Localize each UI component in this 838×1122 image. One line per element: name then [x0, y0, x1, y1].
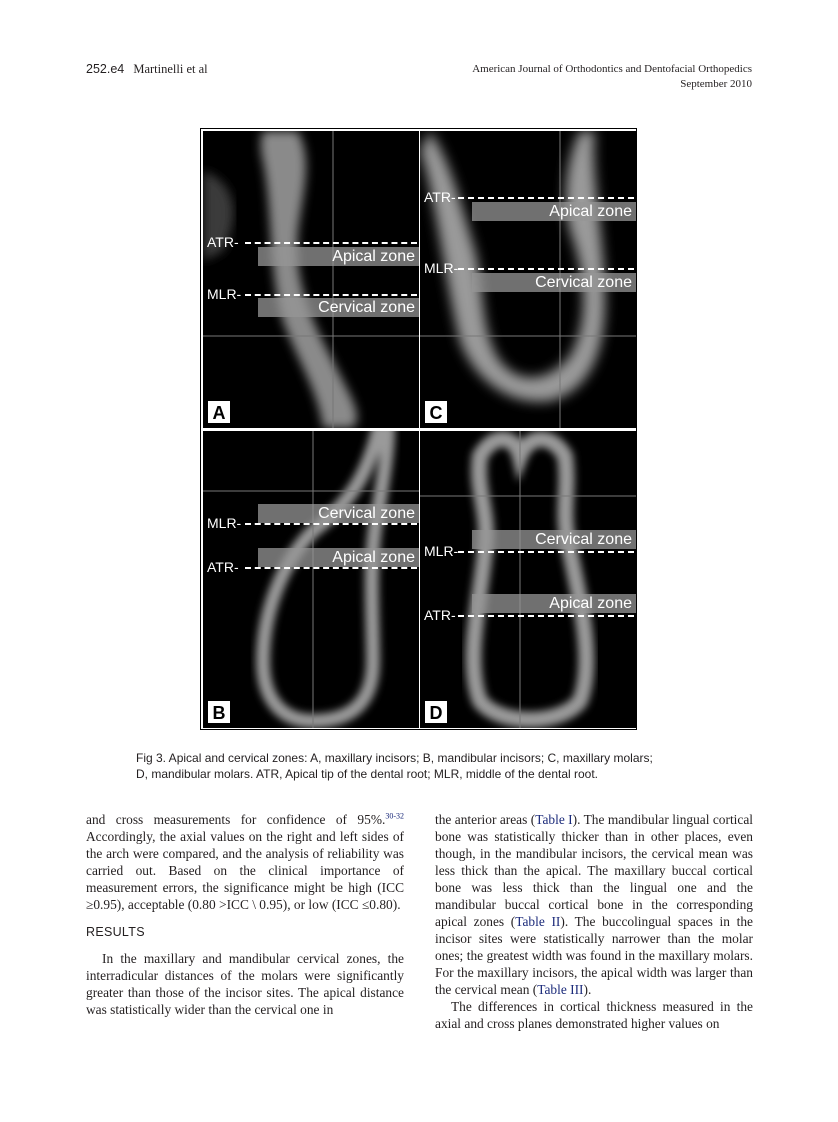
- left-paragraph-2: In the maxillary and mandibular cervical zones, the interradicular distances of the molars were significantly greater than those of the incisor sites. The apical distance was statistically wider than the cervical one in: [86, 951, 404, 1017]
- panel-d-letter: D: [424, 700, 448, 724]
- panel-d-label-bottom: ATR-: [424, 607, 456, 623]
- rp1-d: ).: [583, 982, 592, 997]
- panel-b-ct-image: [203, 431, 419, 728]
- panel-b-label-top: MLR-: [207, 515, 242, 531]
- panel-c-label-bottom: MLR-: [424, 260, 459, 276]
- left-paragraph-1-cont: Accordingly, the axial values on the right and left sides of the arch were compared, and the analysis of reliability was carried out. Based on the clinical importance of measurement errors, the significance might be high (ICC ≥0.95), acceptable (0.80 >ICC \ 0.95), or low (ICC ≤0.80).: [86, 829, 404, 912]
- panel-d-ct-image: [420, 431, 636, 728]
- panel-c-line-top: [458, 197, 634, 199]
- panel-c-zone-top: Apical zone: [472, 202, 636, 221]
- right-paragraph-1: [435, 811, 753, 998]
- panel-d-label-top: MLR-: [424, 543, 459, 559]
- panel-b-zone-top: Cervical zone: [258, 504, 419, 523]
- journal-issue: September 2010: [680, 78, 752, 90]
- panel-d: [420, 431, 636, 728]
- panel-a-ct-image: [203, 131, 419, 428]
- right-paragraph-2: The differences in cortical thickness measured in the axial and cross planes demonstrated higher values on: [435, 999, 753, 1031]
- table-3-link[interactable]: Table III: [537, 982, 584, 997]
- panel-c-label-top: ATR-: [424, 189, 456, 205]
- panel-c-line-bottom: [458, 268, 634, 270]
- caption-line-2: D, mandibular molars. ATR, Apical tip of the dental root; MLR, middle of the dental root.: [136, 767, 599, 781]
- panel-b-line-bottom: [245, 567, 417, 569]
- panel-b-line-top: [245, 523, 417, 525]
- figure-3: [200, 128, 637, 730]
- left-paragraph-1-text: and cross measurements for confidence of 95%.: [86, 812, 386, 827]
- panel-d-line-top: [458, 551, 634, 553]
- reference-link[interactable]: 30-32: [385, 811, 404, 821]
- panel-a-label-top: ATR-: [207, 234, 239, 250]
- journal-name: American Journal of Orthodontics and Dentofacial Orthopedics: [472, 63, 752, 75]
- figure-caption: [136, 750, 736, 782]
- panel-c-letter: C: [424, 400, 448, 424]
- panel-a-line-bottom: [245, 294, 417, 296]
- panel-c-zone-bottom: Cervical zone: [472, 273, 636, 292]
- panel-b-zone-bottom: Apical zone: [258, 548, 419, 567]
- left-paragraph-1: [86, 811, 404, 913]
- panel-d-line-bottom: [458, 615, 634, 617]
- panel-b-label-bottom: ATR-: [207, 559, 239, 575]
- table-1-link[interactable]: Table I: [535, 812, 573, 827]
- table-2-link[interactable]: Table II: [515, 914, 561, 929]
- panel-d-zone-bottom: Apical zone: [472, 594, 636, 613]
- left-column: [86, 811, 404, 1018]
- panel-b-letter: B: [207, 700, 231, 724]
- section-heading-results: RESULTS: [86, 925, 145, 939]
- panel-b: [203, 431, 419, 728]
- caption-line-1: Fig 3. Apical and cervical zones: A, maxillary incisors; B, mandibular incisors; C, maxillary molars;: [136, 751, 653, 765]
- rp1-b: ). The mandibular lingual cortical bone was statistically thicker than in other places, even though, in the mandibular incisors, the cervical mean was less thick than the apical. The maxillary buccal cortical bone was less thick than the lingual one and the mandibular buccal cortical bone in the corresponding apical zones (: [435, 812, 754, 929]
- panel-a-label-bottom: MLR-: [207, 286, 242, 302]
- running-header-right: [472, 62, 752, 92]
- running-header-left: [86, 62, 208, 77]
- panel-a-zone-bottom: Cervical zone: [258, 298, 419, 317]
- panel-a-line-top: [245, 242, 417, 244]
- rp1-c: ). The buccolingual spaces in the incisor sites were statistically narrower than the molar ones; the greatest width was found in the maxillary molars. For the maxillary incisors, the apical width was larger than the cervical mean (: [435, 914, 753, 997]
- page-number: 252.e4: [86, 62, 125, 76]
- authors: Martinelli et al: [133, 62, 208, 76]
- panel-a-letter: A: [207, 400, 231, 424]
- panel-a-zone-top: Apical zone: [258, 247, 419, 266]
- right-column: [435, 811, 753, 1032]
- panel-c: [420, 131, 636, 428]
- panel-a: [203, 131, 419, 428]
- panel-d-zone-top: Cervical zone: [472, 530, 636, 549]
- rp1-a: the anterior areas (: [435, 812, 536, 827]
